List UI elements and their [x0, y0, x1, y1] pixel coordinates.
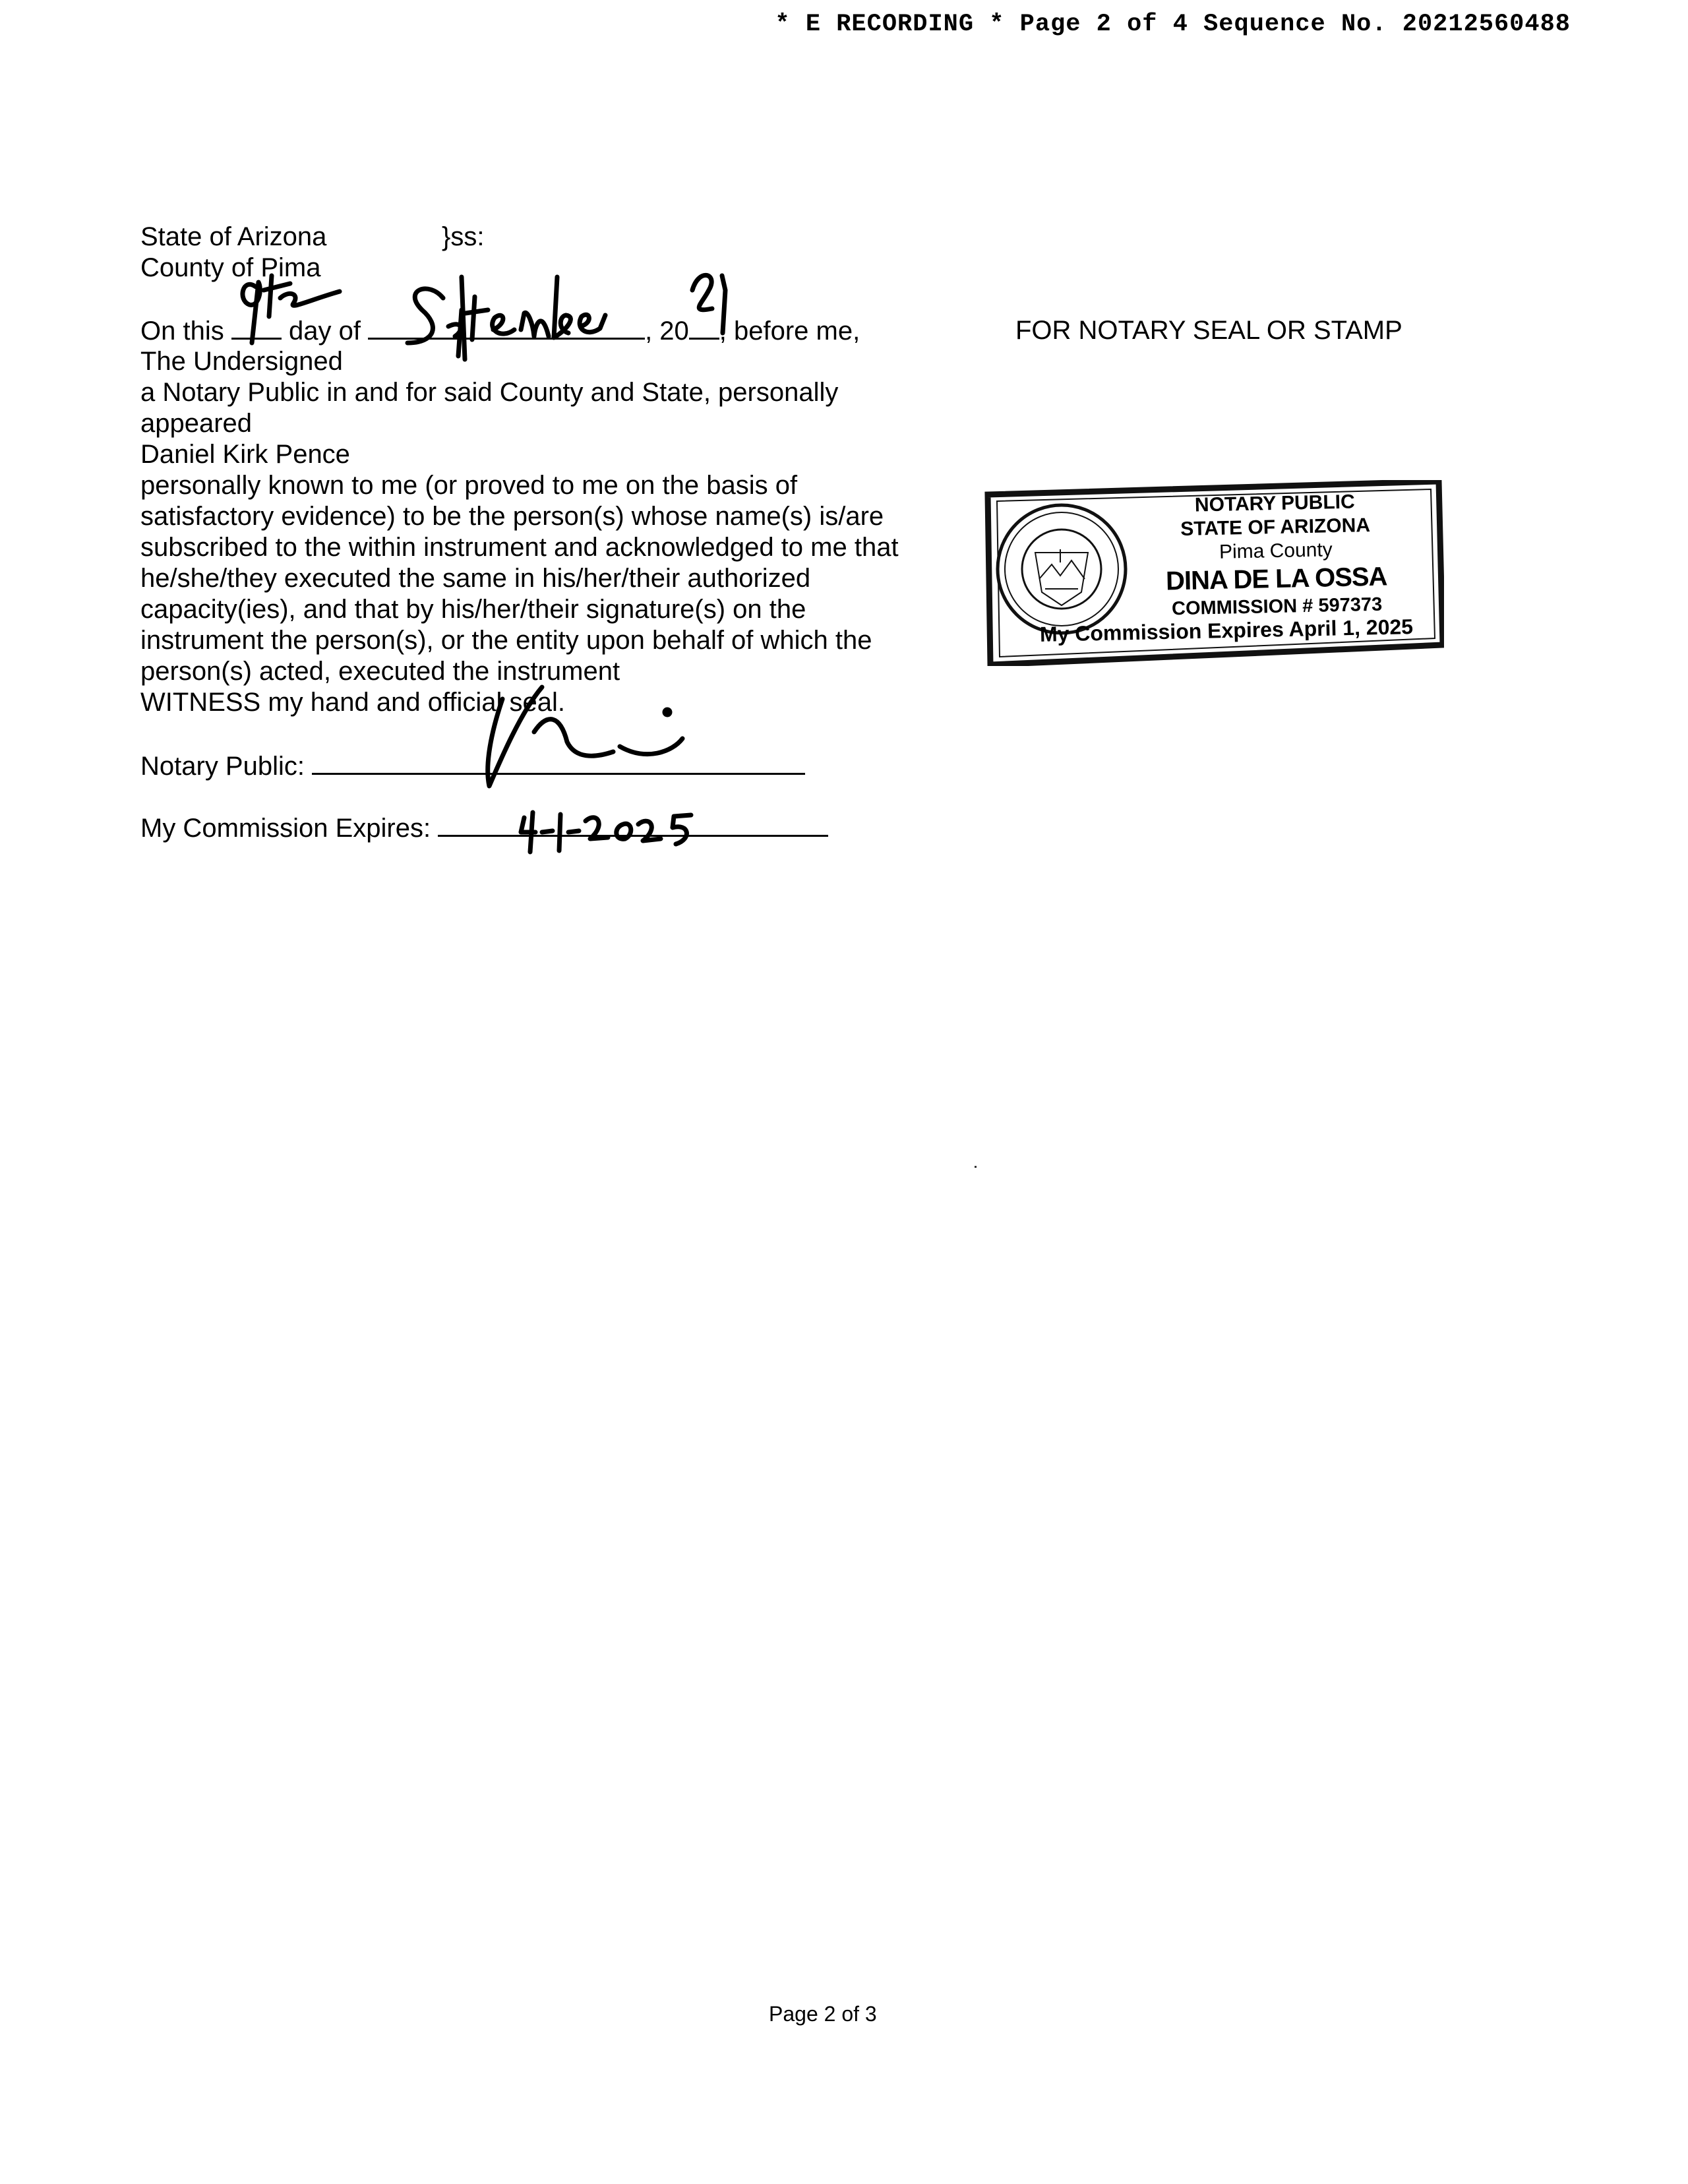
stamp-line-county: Pima County — [1219, 539, 1333, 563]
stamp-line-commission-number: COMMISSION # 597373 — [1171, 593, 1383, 620]
notary-clause: a Notary Public in and for said County and State, personally — [140, 378, 839, 407]
notary-stamp — [982, 480, 1444, 666]
body-line: instrument the person(s), or the entity upon behalf of which the — [140, 626, 872, 655]
scan-speck — [975, 1166, 977, 1168]
before-me-text: , before me, — [719, 317, 860, 346]
month-blank — [368, 315, 645, 340]
commission-expires-line — [140, 812, 828, 844]
body-line: satisfactory evidence) to be the person(s) whose name(s) is/are — [140, 502, 884, 531]
notary-signature-blank — [312, 750, 805, 775]
page-footer: Page 2 of 3 — [769, 2002, 877, 2026]
stamp-line-state: STATE OF ARIZONA — [1180, 514, 1371, 541]
body-line: personally known to me (or proved to me on the basis of — [140, 471, 798, 500]
appeared-text: appeared — [140, 409, 253, 438]
on-this-text: On this — [140, 317, 224, 346]
stamp-text-block — [1130, 489, 1422, 621]
recording-header: * E RECORDING * Page 2 of 4 Sequence No. 20212560488 — [775, 11, 1571, 38]
stamp-line-notary-public: NOTARY PUBLIC — [1194, 491, 1356, 516]
day-blank — [231, 315, 282, 340]
arizona-seal-icon — [998, 505, 1126, 633]
commission-expires-label: My Commission Expires: — [140, 814, 431, 843]
witness-line: WITNESS my hand and official seal. — [140, 688, 565, 717]
notary-public-label: Notary Public: — [140, 752, 305, 781]
notary-public-line — [140, 750, 805, 782]
ss-marker: }ss: — [442, 222, 485, 251]
body-line: person(s) acted, executed the instrument — [140, 657, 620, 686]
signer-name: Daniel Kirk Pence — [140, 440, 350, 469]
body-line: capacity(ies), and that by his/her/their signature(s) on the — [140, 595, 806, 624]
stamp-expiration: My Commission Expires April 1, 2025 — [1039, 615, 1414, 646]
state-line: State of Arizona — [140, 222, 327, 251]
body-line: he/she/they executed the same in his/her/their authorized — [140, 564, 811, 593]
county-line: County of Pima — [140, 253, 321, 282]
year-prefix-text: , 20 — [645, 317, 689, 346]
stamp-line-notary-name: DINA DE LA OSSA — [1165, 562, 1387, 596]
date-line — [140, 315, 860, 347]
seal-area-label: FOR NOTARY SEAL OR STAMP — [1015, 316, 1402, 345]
year-blank — [689, 315, 719, 340]
commission-date-blank — [438, 812, 828, 837]
body-line: subscribed to the within instrument and acknowledged to me that — [140, 533, 899, 562]
officer-name: The Undersigned — [140, 347, 343, 376]
day-of-text: day of — [288, 317, 361, 346]
